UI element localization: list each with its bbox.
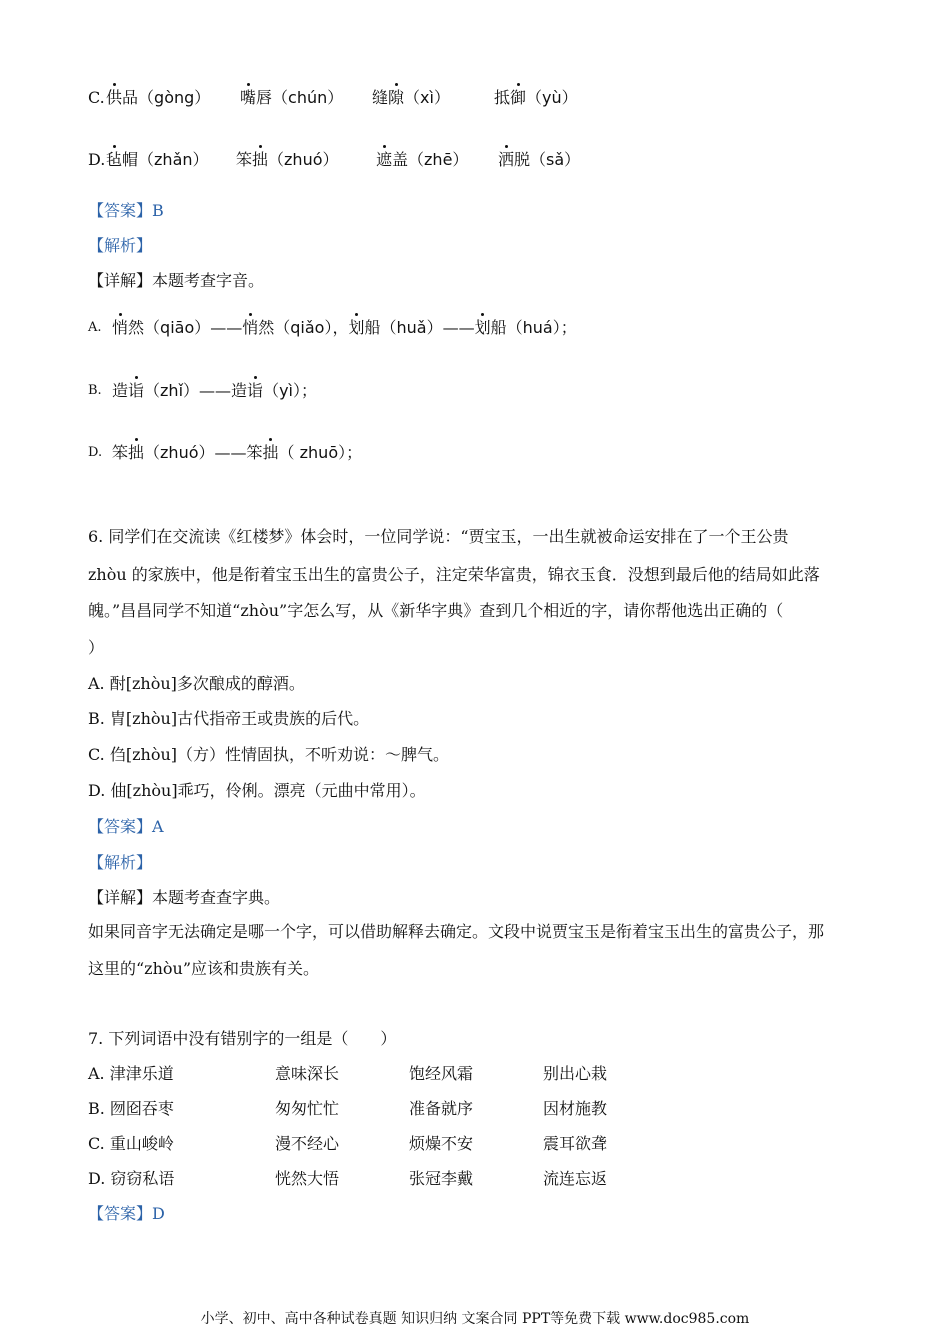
word-item: 供品（gòng）	[106, 88, 211, 107]
row-label: D. 窃窃私语	[88, 1169, 175, 1188]
row-label: C. 重山峻岭	[88, 1134, 174, 1153]
q5-answer: 【答案】B	[88, 201, 164, 220]
word-item: 嘴唇（chún）	[240, 88, 344, 107]
q6-option-d: D. 伷[zhòu]乖巧，伶俐。漂亮（元曲中常用）。	[88, 781, 426, 800]
word-cell: 饱经风霜	[409, 1064, 474, 1083]
q6-stem-line-1: 6. 同学们在交流读《红楼梦》体会时，一位同学说：“贾宝玉，一出生就被命运安排在了一个王公贵	[88, 527, 789, 546]
option-label: D.	[88, 445, 103, 460]
word-item: 抵御（yù）	[494, 88, 578, 107]
word-item: 缝隙（xì）	[372, 88, 450, 107]
q6-option-c: C. 㑇[zhòu]（方）性情固执，不听劝说：～脾气。	[88, 745, 450, 764]
word-cell: 恍然大悟	[275, 1169, 340, 1188]
word-item: 遮盖（zhē）	[376, 150, 469, 169]
q7-answer: 【答案】D	[88, 1204, 165, 1223]
word-item: 毡帽（zhǎn）	[106, 150, 209, 169]
explain-text: 造诣（zhǐ）——造诣（yì）；	[112, 381, 317, 400]
explain-text: 笨拙（zhuó）——笨拙（ zhuō）；	[112, 443, 363, 462]
q7-stem: 7. 下列词语中没有错别字的一组是（ ）	[88, 1029, 397, 1048]
word-cell: 漫不经心	[275, 1134, 340, 1153]
q6-explain-line-1: 如果同音字无法确定是哪一个字，可以借助解释去确定。文段中说贾宝玉是衔着宝玉出生的富贵公子，那	[88, 922, 825, 941]
option-label: B.	[88, 383, 102, 398]
word-cell: 张冠李戴	[409, 1169, 474, 1188]
word-cell: 匆匆忙忙	[275, 1099, 340, 1118]
explain-text: 悄然（qiāo）——悄然（qiǎo），划船（huǎ）——划船（huá）；	[112, 318, 577, 337]
word-cell: 震耳欲聋	[543, 1134, 608, 1153]
q6-stem-line-4: ）	[88, 638, 105, 657]
q5-detail: 【详解】本题考查字音。	[88, 271, 265, 290]
word-cell: 别出心栽	[543, 1064, 608, 1083]
option-label: D.	[88, 150, 106, 169]
row-label: A. 津津乐道	[88, 1064, 174, 1083]
q6-explain-line-2: 这里的“zhòu”应该和贵族有关。	[88, 959, 320, 978]
q6-answer: 【答案】A	[88, 817, 164, 836]
word-cell: 流连忘返	[543, 1169, 608, 1188]
option-label: A.	[88, 320, 102, 335]
q5-analysis-heading: 【解析】	[88, 236, 153, 255]
word-cell: 因材施教	[543, 1099, 608, 1118]
q6-stem-line-3: 魄。”昌昌同学不知道“zhòu”字怎么写，从《新华字典》查到几个相近的字，请你帮他选出正确的（	[88, 601, 784, 620]
word-item: 笨拙（zhuó）	[236, 150, 339, 169]
page-footer: 小学、初中、高中各种试卷真题 知识归纳 文案合同 PPT等免费下载 www.doc985.com	[200, 1311, 750, 1327]
word-cell: 烦燥不安	[409, 1134, 474, 1153]
q6-option-b: B. 胄[zhòu]古代指帝王或贵族的后代。	[88, 709, 370, 728]
word-cell: 准备就序	[409, 1099, 474, 1118]
q6-analysis-heading: 【解析】	[88, 853, 153, 872]
q6-detail: 【详解】本题考查查字典。	[88, 888, 281, 907]
q6-option-a: A. 酎[zhòu]多次酿成的醇酒。	[88, 674, 305, 693]
word-item: 洒脱（sǎ）	[498, 150, 581, 169]
word-cell: 意味深长	[275, 1064, 340, 1083]
option-label: C.	[88, 88, 105, 107]
row-label: B. 囫囵吞枣	[88, 1099, 174, 1118]
q6-stem-line-2: zhòu 的家族中，他是衔着宝玉出生的富贵公子，注定荣华富贵，锦衣玉食．没想到最后他的结局如此落	[88, 565, 820, 584]
